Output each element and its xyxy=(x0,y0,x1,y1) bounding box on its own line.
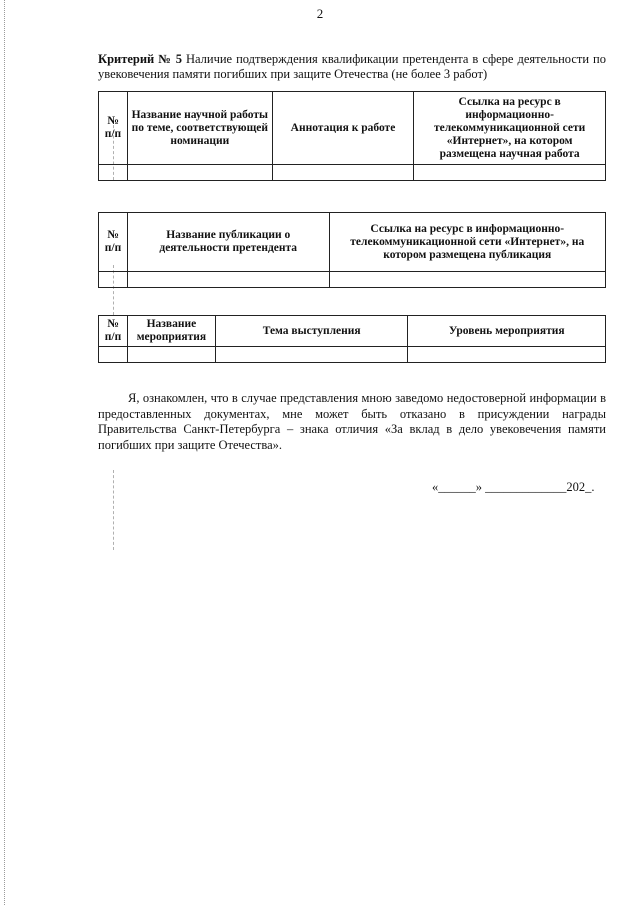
header-resource-link: Ссылка на ресурс в информационно-телекоммуникационной сети «Интернет», на котором размещена научная работа xyxy=(414,92,606,165)
date-field[interactable]: «______» _____________202_. xyxy=(432,480,595,494)
table-cell[interactable] xyxy=(99,165,128,181)
table-cell[interactable] xyxy=(99,347,128,363)
header-resource-link: Ссылка на ресурс в информационно-телекоммуникационной сети «Интернет», на котором размещена публикация xyxy=(329,213,606,272)
acknowledgement-paragraph: Я, ознакомлен, что в случае представления мною заведомо недостоверной информации в предоставленных документах, мне может быть отказано в присуждении награды Правительства Санкт-Петербурга – знака отличия «За вклад в дело увековечения памяти погибших при защите Отечества». xyxy=(98,391,606,452)
scientific-works-table xyxy=(98,91,606,181)
events-table xyxy=(98,315,606,363)
header-event-level: Уровень мероприятия xyxy=(408,316,606,347)
table-cell[interactable] xyxy=(414,165,606,181)
header-event-title: Название мероприятия xyxy=(127,316,215,347)
table-row xyxy=(99,347,606,363)
table-cell[interactable] xyxy=(127,165,272,181)
table-header-row xyxy=(99,92,606,165)
header-work-title: Название научной работы по теме, соответствующей номинации xyxy=(127,92,272,165)
header-publication-title: Название публикации о деятельности претендента xyxy=(127,213,329,272)
table-header-row xyxy=(99,213,606,272)
header-number: № п/п xyxy=(99,316,128,347)
table-cell[interactable] xyxy=(408,347,606,363)
table-cell[interactable] xyxy=(215,347,408,363)
table-header-row xyxy=(99,316,606,347)
scan-edge-line xyxy=(4,0,5,905)
header-speech-topic: Тема выступления xyxy=(215,316,408,347)
page-number: 2 xyxy=(316,6,324,21)
header-annotation: Аннотация к работе xyxy=(272,92,414,165)
table-row xyxy=(99,165,606,181)
table-cell[interactable] xyxy=(272,165,414,181)
table-cell[interactable] xyxy=(99,272,128,288)
criterion-text: Наличие подтверждения квалификации претендента в сфере деятельности по увековечения памяти погибших при защите Отечества (не более 3 работ) xyxy=(98,52,606,81)
criterion-heading xyxy=(98,52,606,82)
publications-table xyxy=(98,212,606,288)
table-cell[interactable] xyxy=(127,347,215,363)
criterion-label: Критерий № 5 xyxy=(98,52,182,66)
table-cell[interactable] xyxy=(127,272,329,288)
header-number: № п/п xyxy=(99,92,128,165)
table-cell[interactable] xyxy=(329,272,606,288)
header-number: № п/п xyxy=(99,213,128,272)
margin-guide-line xyxy=(113,470,114,550)
table-row xyxy=(99,272,606,288)
